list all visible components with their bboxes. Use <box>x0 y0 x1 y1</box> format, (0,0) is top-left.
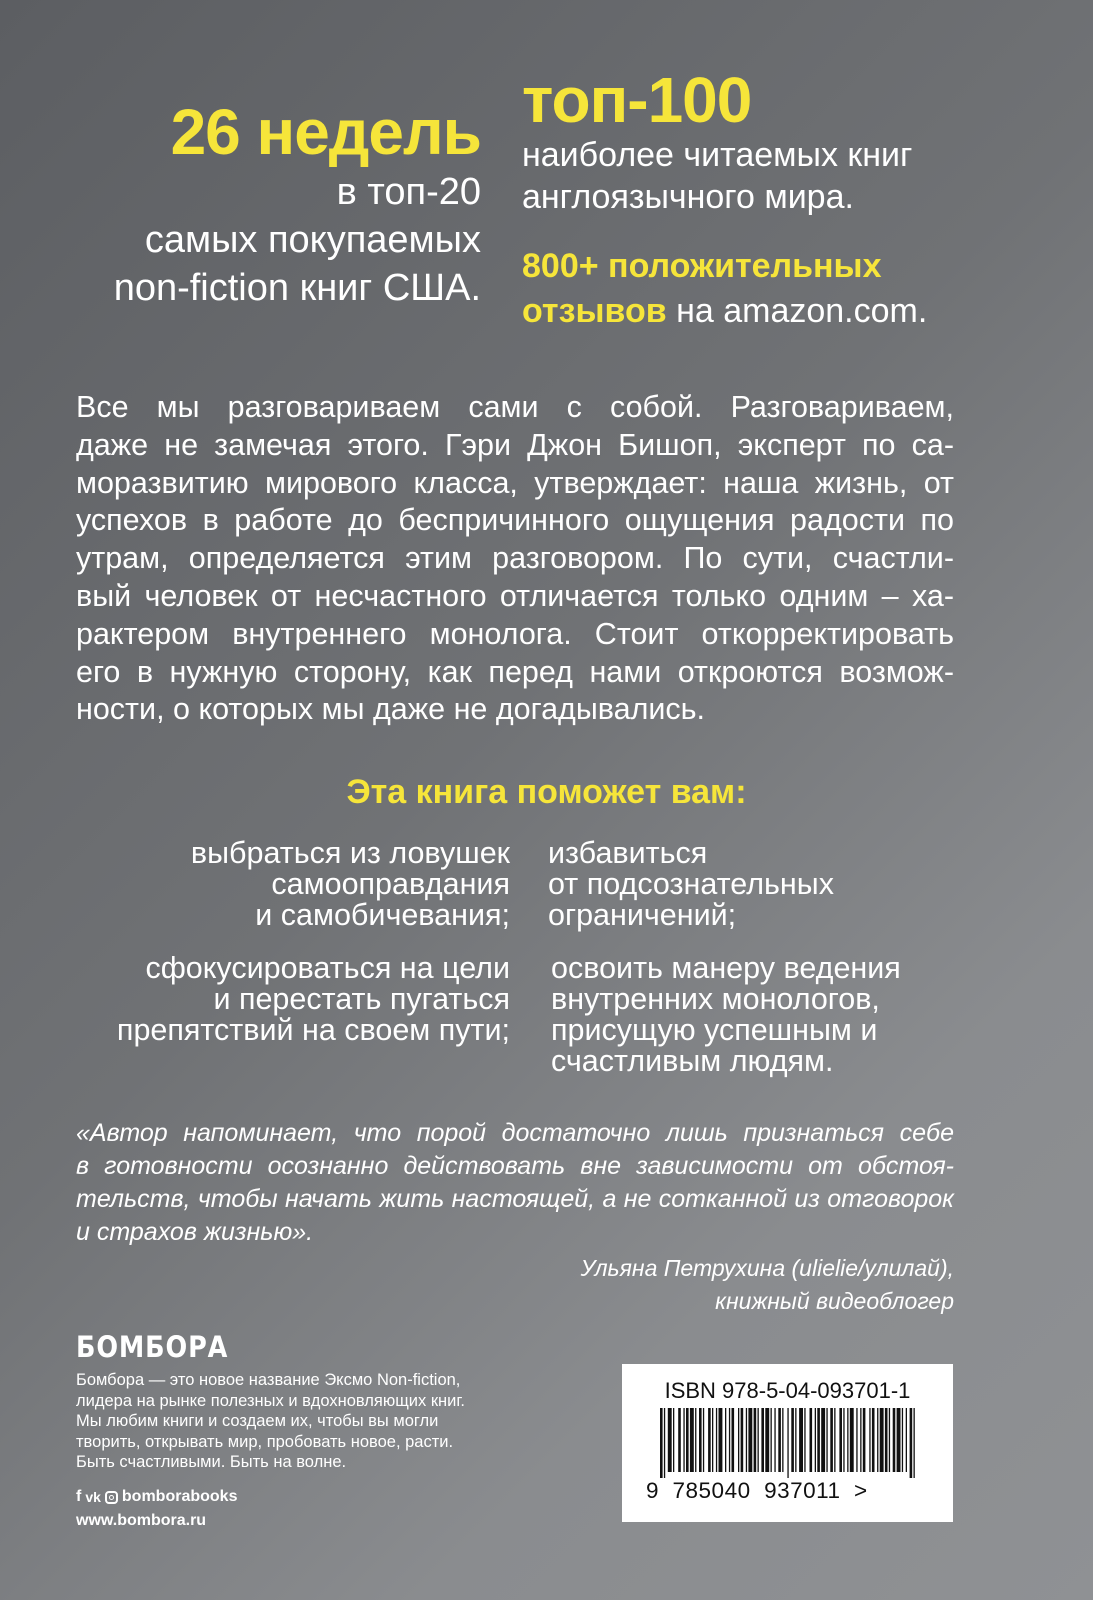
book-description <box>76 389 954 729</box>
publisher-line: Быть счастливыми. Быть на волне. <box>76 1453 347 1471</box>
benefits-title: Эта книга поможет вам: <box>346 773 747 811</box>
barcode-bar <box>660 1408 663 1478</box>
benefit-item <box>551 953 901 1077</box>
barcode-bar <box>673 1408 674 1472</box>
stats-right-line: англоязычного мира. <box>522 178 854 216</box>
quote-line: и страхов жизнью». <box>76 1218 314 1246</box>
barcode-bar <box>719 1408 723 1472</box>
barcode-bar <box>774 1408 775 1472</box>
vk-icon[interactable]: vk <box>85 1489 101 1505</box>
stats-right <box>522 64 928 332</box>
barcode-box <box>622 1364 953 1522</box>
barcode-bar <box>893 1408 896 1472</box>
barcode-bar <box>897 1408 901 1472</box>
social-links <box>76 1488 237 1506</box>
weeks-headline: 26 недель <box>170 96 481 168</box>
description-line: рактером внутреннего монолога. Стоит откорректировать <box>76 616 954 651</box>
description-line: ности, о которых мы даже не догадывались. <box>76 692 706 727</box>
barcode-bar <box>902 1408 903 1472</box>
barcode-bar <box>872 1408 875 1472</box>
benefit-item <box>548 838 834 931</box>
benefit-item <box>117 953 510 1046</box>
barcode-bar <box>839 1408 842 1472</box>
quote-line: «Автор напоминает, что порой достаточно лишь признаться себе <box>76 1119 954 1147</box>
reviews-rest: на amazon.com. <box>666 292 928 330</box>
stats-left-line: non-fiction книг США. <box>113 267 481 309</box>
benefit-line: выбраться из ловушек <box>190 836 510 870</box>
barcode-bar <box>826 1408 827 1472</box>
review-quote <box>76 1117 954 1249</box>
benefit-line: избавиться <box>548 836 708 870</box>
barcode-bar <box>869 1408 870 1472</box>
barcode-bar <box>817 1408 820 1472</box>
quote-author <box>581 1252 954 1318</box>
barcode-bar <box>765 1408 769 1472</box>
quote-author-role: книжный видеоблогер <box>715 1288 954 1314</box>
barcode-bar <box>821 1408 825 1472</box>
benefit-line: от подсознательных <box>548 867 834 901</box>
barcode-bar <box>856 1408 857 1472</box>
description-line: даже не замечая этого. Гэри Джон Бишоп, эксперт по са- <box>76 427 954 462</box>
barcode-bar <box>686 1408 689 1472</box>
barcode-bar <box>732 1408 735 1472</box>
description-line: Все мы разговариваем сами с собой. Разговариваем, <box>76 390 954 424</box>
isbn-number: ISBN 978-5-04-093701-1 <box>664 1378 911 1403</box>
benefit-line: счастливым людям. <box>551 1044 834 1078</box>
barcode-bar <box>906 1408 907 1472</box>
barcode-bar <box>746 1408 747 1472</box>
barcode-bar <box>754 1408 757 1472</box>
benefit-line: присущую успешным и <box>551 1013 878 1047</box>
barcode-bar <box>810 1408 813 1472</box>
barcode-bars <box>660 1408 916 1478</box>
publisher-description <box>76 1370 546 1473</box>
barcode-bar <box>843 1408 844 1472</box>
barcode-bar <box>885 1408 888 1472</box>
benefit-line: и самобичевания; <box>255 898 510 932</box>
reviews-line: 800+ положительных <box>522 247 882 285</box>
barcode-bar <box>668 1408 672 1472</box>
barcode-bar <box>910 1408 913 1478</box>
barcode-digits: 9 785040 937011 > <box>646 1478 868 1503</box>
barcode-bar <box>725 1408 726 1472</box>
barcode-bar <box>683 1408 684 1472</box>
barcode-bar <box>699 1408 702 1472</box>
description-line: вый человек от несчастного отличается только одним – ха- <box>76 578 954 613</box>
barcode-bar <box>877 1408 878 1472</box>
barcode-bar <box>889 1408 890 1472</box>
barcode-bar <box>690 1408 694 1472</box>
barcode-bar <box>729 1408 730 1472</box>
barcode-bar <box>860 1408 861 1472</box>
facebook-icon[interactable]: f <box>76 1488 82 1505</box>
barcode-bar <box>830 1408 833 1472</box>
barcode-bar <box>863 1408 866 1472</box>
description-line: моразвитию мирового класса, утверждает: наша жизнь, от <box>76 465 954 500</box>
quote-author-name: Ульяна Петрухина (ulielie/улилай), <box>580 1255 954 1281</box>
publisher-line: творить, открывать мир, пробовать новое, расти. <box>76 1432 454 1451</box>
barcode-bar <box>782 1408 783 1472</box>
barcode-bar <box>741 1408 744 1472</box>
stats-left <box>113 96 481 312</box>
publisher-logo: БОМБОРА <box>76 1330 229 1364</box>
description-line: его в нужную сторону, как перед нами откроются возмож- <box>76 654 954 689</box>
barcode-bar <box>847 1408 848 1472</box>
barcode-bar <box>880 1408 884 1472</box>
quote-line: тельств, чтобы начать жить настоящей, а не сотканной из отговорок <box>76 1185 954 1213</box>
barcode-bar <box>695 1408 696 1472</box>
publisher-line: лидера на рынке полезных и вдохновляющих книг. <box>76 1391 465 1410</box>
barcode-bar <box>712 1408 713 1472</box>
barcode-bar <box>778 1408 781 1472</box>
barcode-bar <box>791 1408 794 1472</box>
stats-left-line: в топ-20 <box>336 171 481 213</box>
publisher-line: Бомбора — это новое название Эксмо Non-fiction, <box>76 1371 461 1389</box>
instagram-icon[interactable] <box>105 1491 118 1504</box>
benefit-line: самооправдания <box>271 867 510 901</box>
benefit-line: внутренних монологов, <box>551 982 880 1016</box>
barcode-bar <box>678 1408 681 1472</box>
barcode-bar <box>787 1408 788 1478</box>
barcode-bar <box>703 1408 704 1472</box>
stats-right-line: наиболее читаемых книг <box>522 136 913 174</box>
barcode-bar <box>771 1408 772 1472</box>
website-link[interactable]: www.bombora.ru <box>76 1512 207 1529</box>
top100-headline: топ-100 <box>522 64 752 136</box>
benefit-line: и перестать пугаться <box>213 982 510 1016</box>
barcode-bar <box>716 1408 717 1472</box>
reviews-bold: отзывов <box>522 292 667 330</box>
barcode-bar <box>664 1408 665 1478</box>
stats-left-line: самых покупаемых <box>144 219 481 261</box>
barcode-bar <box>799 1408 803 1472</box>
barcode-bar <box>804 1408 805 1472</box>
reviews-line-2 <box>522 290 927 332</box>
barcode-bar <box>914 1408 915 1478</box>
barcode-bar <box>748 1408 752 1472</box>
benefit-item <box>191 838 510 931</box>
barcode-bar <box>815 1408 816 1472</box>
quote-line: в готовности осознанно действовать вне зависимости от обстоя- <box>76 1152 954 1180</box>
benefit-line: сфокусироваться на цели <box>145 951 510 985</box>
barcode-bar <box>758 1408 759 1472</box>
barcode-bar <box>834 1408 835 1472</box>
benefit-line: препятствий на своем пути; <box>116 1013 510 1047</box>
barcode-bar <box>761 1408 764 1472</box>
benefit-line: ограничений; <box>548 898 737 932</box>
description-line: успехов в работе до беспричинного ощущения радости по <box>76 503 954 538</box>
social-handle[interactable]: bomborabooks <box>121 1488 238 1505</box>
benefit-line: освоить манеру ведения <box>551 951 901 985</box>
description-line: утрам, определяется этим разговором. По сути, счастли- <box>76 541 954 576</box>
barcode-bar <box>795 1408 796 1472</box>
barcode-bar <box>850 1408 854 1472</box>
barcode-bar <box>738 1408 739 1472</box>
publisher-line: Мы любим книги и создаем их, чтобы вы могли <box>76 1412 439 1430</box>
barcode-bar <box>708 1408 711 1472</box>
